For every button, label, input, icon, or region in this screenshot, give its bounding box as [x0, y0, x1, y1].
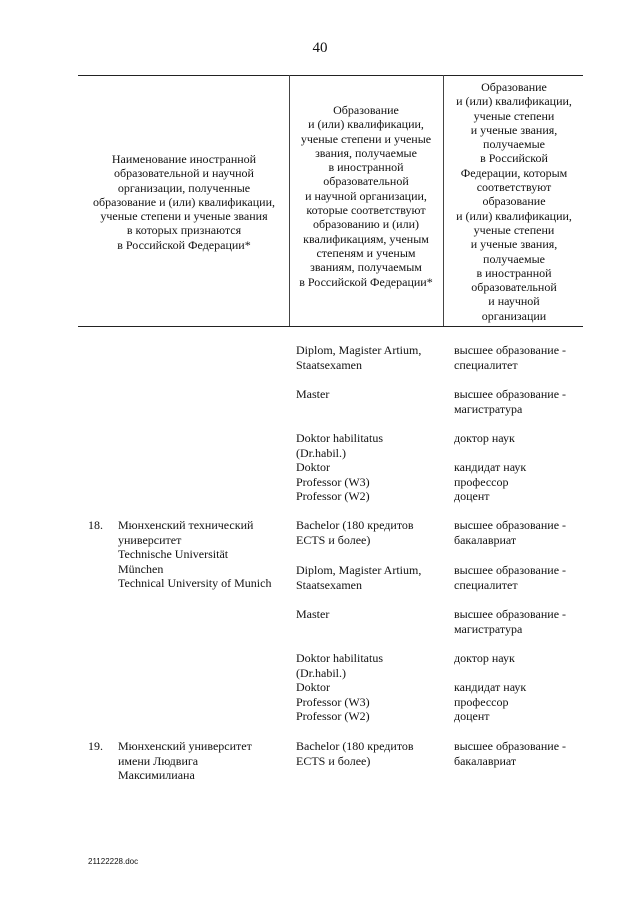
- russian-qualification: высшее образование - специалитет: [454, 343, 567, 372]
- header-divider-2: [443, 75, 444, 326]
- foreign-qualification: Diplom, Magister Artium, Staatsexamen: [296, 563, 422, 592]
- russian-qualification: доктор наук: [454, 651, 515, 665]
- russian-qualification: высшее образование - бакалавриат: [454, 518, 567, 547]
- foreign-qualification: Diplom, Magister Artium, Staatsexamen: [296, 343, 422, 372]
- foreign-qualification: Doktor Professor (W3) Professor (W2): [296, 680, 370, 724]
- russian-qualification: кандидат наук профессор доцент: [454, 460, 527, 504]
- russian-qualification: высшее образование - магистратура: [454, 387, 567, 416]
- row-number: 18.: [88, 518, 103, 532]
- header-top-rule: [78, 75, 583, 76]
- russian-qualification: доктор наук: [454, 431, 515, 445]
- row-number: 19.: [88, 739, 103, 753]
- foreign-qualification: Doktor habilitatus (Dr.habil.): [296, 431, 383, 460]
- foreign-qualification: Doktor habilitatus (Dr.habil.): [296, 651, 383, 680]
- russian-qualification: высшее образование - специалитет: [454, 563, 567, 592]
- foreign-qualification: Bachelor (180 кредитов ECTS и более): [296, 739, 414, 768]
- foreign-qualification: Master: [296, 387, 330, 401]
- foreign-qualification: Bachelor (180 кредитов ECTS и более): [296, 518, 414, 547]
- page-number: 40: [312, 40, 328, 56]
- organization-name: Мюнхенский технический университет Technische Universität München Technical University of Munich: [118, 518, 272, 591]
- organization-name: Мюнхенский университет имени Людвига Максимилиана: [118, 739, 252, 783]
- russian-qualification: высшее образование - магистратура: [454, 607, 567, 636]
- header-col-foreign-qualification: Образование и (или) квалификации, ученые степени и ученые звания, получаемые в иностранной образовательной и научной организации, которые соответствуют образованию и (или) квалификациям, ученым степеням и ученым званиям, получаемым в Российской Федерации*: [299, 103, 433, 289]
- russian-qualification: кандидат наук профессор доцент: [454, 680, 527, 724]
- header-col-organization: Наименование иностранной образовательной и научной организации, полученные образование и (или) квалификации, ученые степени и ученые звания в которых признаются в Российской Федерации*: [93, 152, 275, 252]
- foreign-qualification: Doktor Professor (W3) Professor (W2): [296, 460, 370, 504]
- header-col-russian-qualification: Образование и (или) квалификации, ученые степени и ученые звания, получаемые в Российской Федерации, которым соответствуют образование и (или) квалификации, ученые степени и ученые звания, получаемые в иностранной образовательной и научной организации: [456, 80, 572, 323]
- foreign-qualification: Master: [296, 607, 330, 621]
- header-bottom-rule: [78, 326, 583, 327]
- header-divider-1: [289, 75, 290, 326]
- russian-qualification: высшее образование - бакалавриат: [454, 739, 567, 768]
- document-filename: 21122228.doc: [88, 857, 139, 866]
